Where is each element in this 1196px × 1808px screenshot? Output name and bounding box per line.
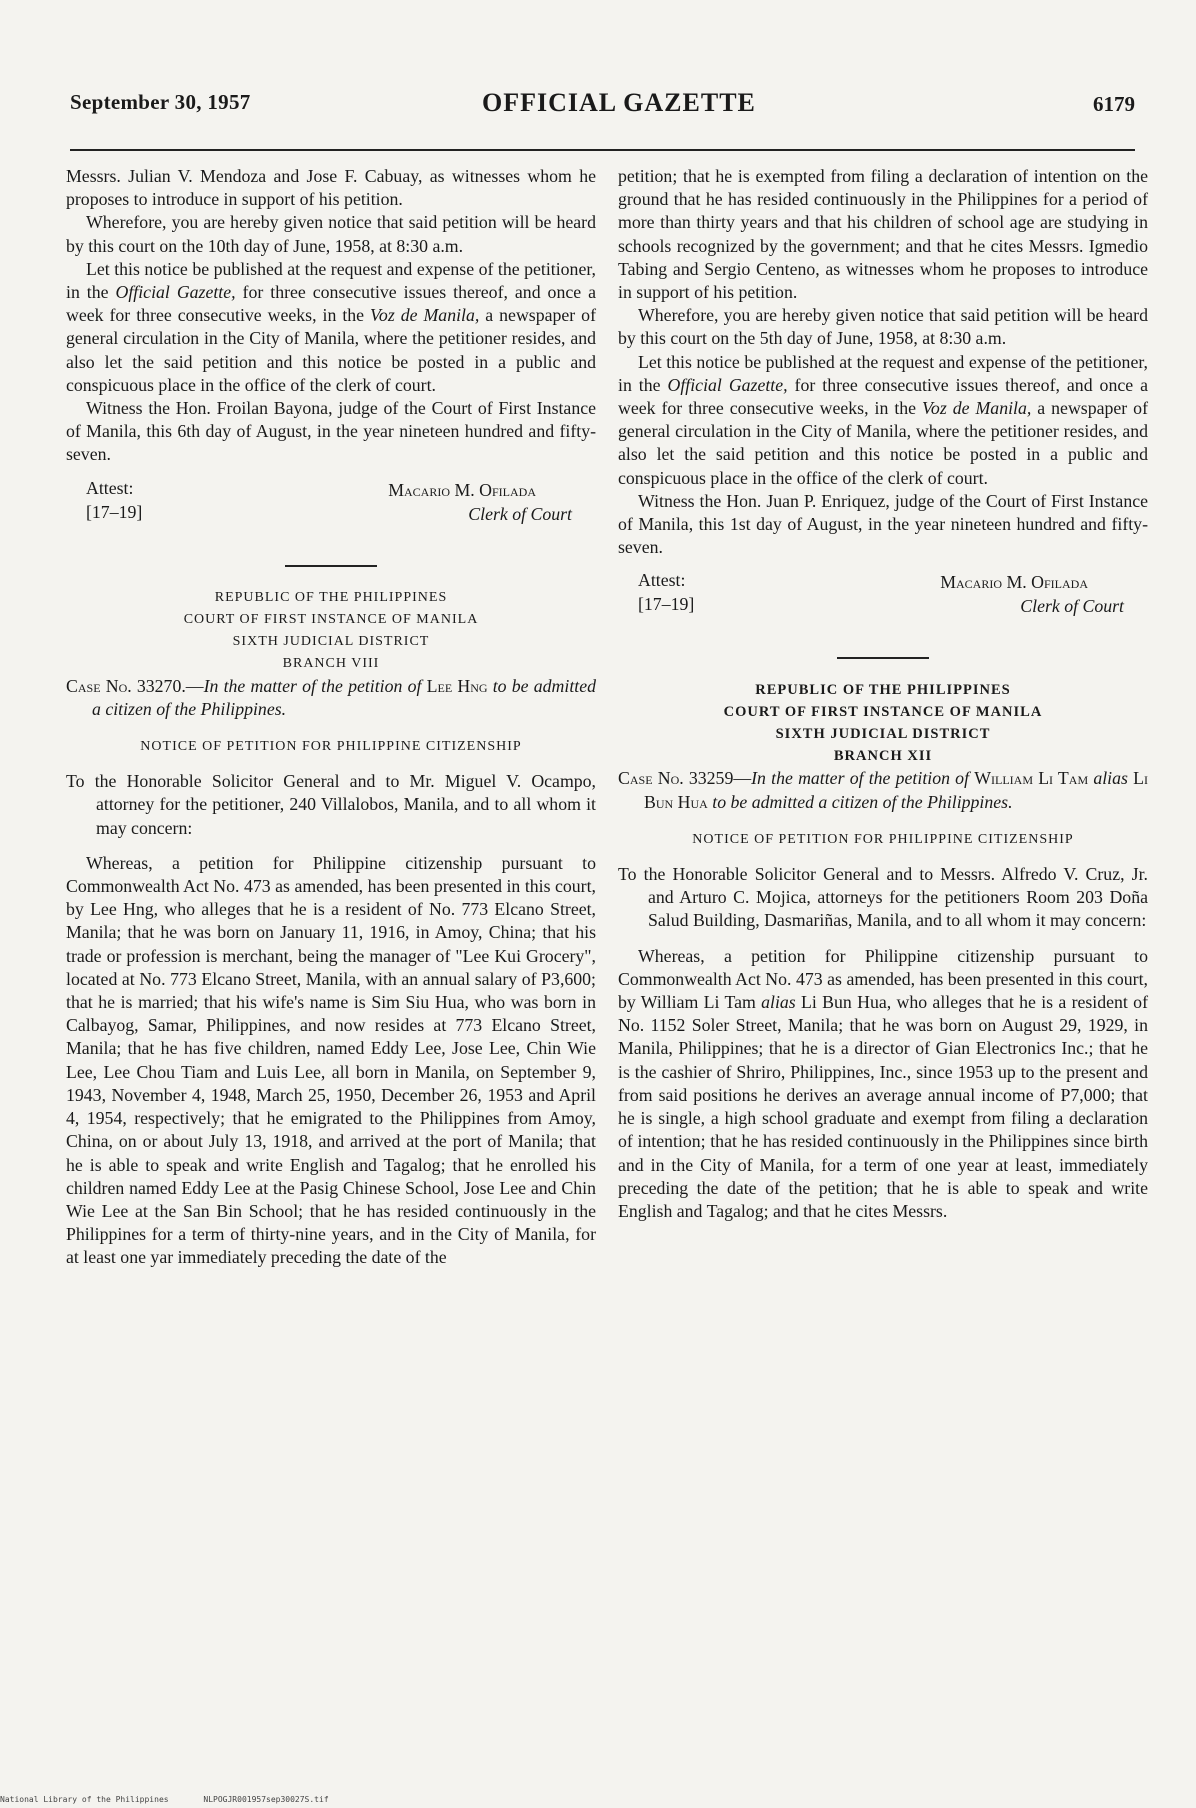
clerk-title: Clerk of Court [1020, 596, 1124, 617]
petition-body: Whereas, a petition for Philippine citizenship pursuant to Commonwealth Act No. 473 as amended, has been presented in this court, by William Li Tam alias Li Bun Hua, who alleges that he is a resident of No. 1152 Soler Street, Manila; that he was born on August 29, 1929, in Manila, Philippines; that he is a director of Gian Electronics Inc.; that he is the cashier of Shriro, Philippines, Inc., since 1953 up to the present and from said positions he derives an average annual income of P7,000; that he is single, a high school graduate and exempt from filing a declaration of intention; that he has resided continuously in the Philippines since birth and in the City of Manila, for a term of one year at least, immediately preceding the date of the petition; that he is able to speak and write English and Tagalog; and that he cites Messrs. [618, 945, 1148, 1221]
right-para-4: Witness the Hon. Juan P. Enriquez, judge of the Court of First Instance of Manila, this 1st day of August, in the year nineteen hundred and fifty-seven. [618, 490, 1148, 558]
clerk-title: Clerk of Court [468, 503, 572, 524]
notice-heading: NOTICE OF PETITION FOR PHILIPPINE CITIZENSHIP [140, 739, 522, 755]
addressee: To the Honorable Solicitor General and to Messrs. Alfredo V. Cruz, Jr. and Arturo C. Mojica, attorneys for the petitioners Room 203 Doña Salud Building, Dasmariñas, Manila, and to all whom it may concern: [618, 864, 1148, 931]
case-title: Case No. 33270.—In the matter of the petition of Lee Hng to be admitted a citizen of the Philippines. [66, 675, 596, 719]
left-para-3: Let this notice be published at the request and expense of the petitioner, in the Official Gazette, for three consecutive issues thereof, and once a week for three consecutive weeks, in the Voz de Manila, a newspaper of general circulation in the City of Manila, where the petitioner resides, and also let the said petition and this notice be posted in a public and conspicuous place in the office of the clerk of court. [66, 258, 596, 395]
file-name: NLPOGJR001957sep30027S.tif [203, 1795, 329, 1804]
page-header [70, 90, 1135, 130]
right-column [618, 165, 1148, 1223]
left-para-4: Witness the Hon. Froilan Bayona, judge of the Court of First Instance of Manila, this 6th day of August, in the year nineteen hundred and fifty-seven. [66, 398, 596, 465]
court-heading: REPUBLIC OF THE PHILIPPINES COURT OF FIRST INSTANCE OF MANILA SIXTH JUDICIAL DISTRICT BRANCH XII [723, 682, 1043, 765]
attest-label: Attest: [638, 570, 686, 591]
clerk-name: Macario M. Ofilada [388, 479, 536, 500]
notice-heading: NOTICE OF PETITION FOR PHILIPPINE CITIZENSHIP [692, 831, 1074, 847]
attest-label: Attest: [86, 477, 134, 498]
section-divider [285, 565, 377, 567]
court-heading: REPUBLIC OF THE PHILIPPINES COURT OF FIRST INSTANCE OF MANILA SIXTH JUDICIAL DISTRICT BRANCH VIII [183, 589, 479, 671]
right-signature [618, 569, 1148, 619]
section-divider [837, 657, 929, 659]
library-credit: National Library of the Philippines [0, 1795, 169, 1804]
issue-ref: [17–19] [86, 501, 143, 522]
left-para-2: Wherefore, you are hereby given notice that said petition will be heard by this court on the 10th day of June, 1958, at 8:30 a.m. [66, 212, 596, 256]
issue-ref: [17–19] [638, 594, 695, 615]
publication-title: OFFICIAL GAZETTE [482, 88, 756, 117]
addressee: To the Honorable Solicitor General and to Mr. Miguel V. Ocampo, attorney for the petitioner, 240 Villalobos, Manila, and to all whom it may concern: [66, 771, 596, 838]
left-signature [66, 477, 596, 527]
page-number: 6179 [1093, 92, 1135, 116]
left-column [66, 165, 596, 1270]
petition-body: Whereas, a petition for Philippine citizenship pursuant to Commonwealth Act No. 473 as amended, has been presented in this court, by Lee Hng, who alleges that he is a resident of No. 773 Elcano Street, Manila; that he was born on January 11, 1916, in Amoy, China; that his trade or profession is merchant, being the manager of "Lee Kui Grocery", located at No. 773 Elcano Street, Manila, with an annual salary of P3,600; that he is married; that his wife's name is Sim Siu Hua, who was born in Calbayog, Samar, Philippines, and now resides at 773 Elcano Street, Manila; that he has five children, named Eddy Lee, Jose Lee, Chin Wie Lee, Lee Chou Tiam and Luis Lee, all born in Manila, on September 9, 1943, November 4, 1948, March 25, 1950, December 26, 1953 and April 4, 1954, respectively; that he emigrated to the Philippines from Amoy, China, on or about July 13, 1918, and arrived at the port of Manila; that he is able to speak and write English and Tagalog; that he enrolled his children named Eddy Lee at the Pasig Chinese School, Jose Lee and Chin Wie Lee at the San Bin School; that he has resided continuously in the Philippines for a term of thirty-nine years, and in the City of Manila, for at least one yar immediately preceding the date of the [66, 852, 596, 1268]
scan-footer [0, 1795, 359, 1804]
left-para-1: Messrs. Julian V. Mendoza and Jose F. Cabuay, as witnesses whom he proposes to introduce in support of his petition. [66, 166, 596, 210]
right-para-3: Let this notice be published at the request and expense of the petitioner, in the Official Gazette, for three consecutive issues thereof, and once a week for three consecutive weeks, in the Voz de Manila, a newspaper of general circulation in the City of Manila, where the petitioner resides, and also let the said petition and this notice be posted in a public and conspicuous place in the office of the clerk of court. [618, 351, 1148, 488]
right-para-1: petition; that he is exempted from filing a declaration of intention on the ground that he has resided continuously in the Philippines for a period of more than thirty years and that his children of school age are studying in schools recognized by the government; and that he cites Messrs. Igmedio Tabing and Sergio Centeno, as witnesses whom he proposes to introduce in support of his petition. [618, 166, 1148, 303]
case-title: Case No. 33259—In the matter of the petition of William Li Tam alias Li Bun Hua to be admitted a citizen of the Philippines. [618, 768, 1148, 812]
clerk-name: Macario M. Ofilada [940, 572, 1088, 593]
issue-date: September 30, 1957 [70, 90, 251, 114]
right-para-2: Wherefore, you are hereby given notice that said petition will be heard by this court on the 5th day of June, 1958, at 8:30 a.m. [618, 305, 1148, 349]
header-rule [70, 149, 1135, 151]
